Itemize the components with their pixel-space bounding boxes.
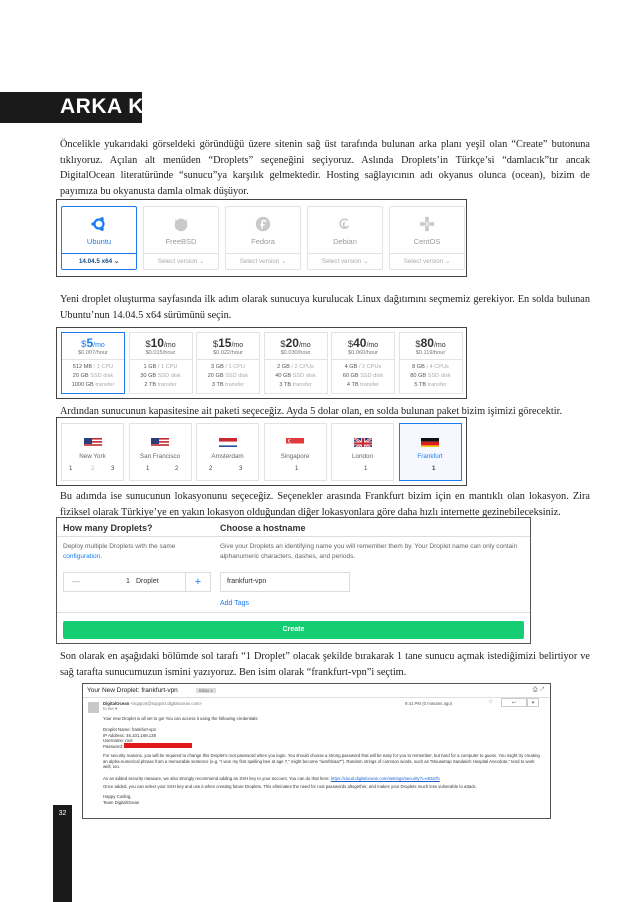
- spec-label: / 1 CPU: [157, 364, 178, 370]
- region-name: Frankfurt: [417, 453, 443, 460]
- spec-value: 20 GB: [207, 373, 224, 379]
- paragraph-1: Öncelikle yukarıdaki görseldeki göründüğü üzere sitenin sağ üst tarafında bulunan arka planı yeşil olan “Create” butonuna tıklıyoruz. Açılan alt menüden “Droplets” seçeneğini seçiyoruz. Aslında Droplets’in Türkçe’si “damlacık”tır ancak DigitalOcean literatüründe “sunucu”ya karşılık gelmektedir. Hosting sağlayıcının adı okyanus olunca (ocean), bizim de payımıza bu okyanusta damla olmak düşüyor.: [60, 139, 590, 197]
- email-security-note: For security reasons, you will be required to change this Droplet’s root password when you login. You should choose a strong password that will be easy for you to remember, but hard for a computer to guess. You might try creating an alpha-numerical phrase from a memorable sentence (e.g. “I won my first spelling bee at age 7,” might become “iwmfsbaa7”). Random strings of common words, such as “Mousetrap Sandwich Hospital Anecdote,” tend to work well, too.: [103, 753, 540, 770]
- spec-value: 40 GB: [275, 373, 292, 379]
- region-name: Singapore: [280, 453, 310, 460]
- add-tags-link[interactable]: Add Tags: [220, 600, 250, 607]
- email-subject: Your New Droplet: frankfurt-vpn: [87, 687, 178, 694]
- hourly-price: $0.007/hour: [62, 350, 124, 360]
- size-price: [130, 336, 192, 350]
- email-username: Username: root: [103, 738, 133, 743]
- datacenter-option[interactable]: 1: [432, 466, 436, 472]
- distro-name: Ubuntu: [86, 237, 112, 246]
- region-card-frankfurt[interactable]: [399, 423, 462, 481]
- price-unit: /mo: [93, 342, 105, 349]
- distro-name: CentOS: [413, 237, 441, 246]
- spec-label: SSD disk: [157, 373, 181, 379]
- spec-label: / 1 CPU: [225, 364, 245, 370]
- datacenter-option[interactable]: 1: [364, 466, 368, 472]
- spec-label: / 2 CPUs: [291, 364, 314, 370]
- hourly-price: $0.119/hour: [400, 350, 462, 360]
- email-to[interactable]: to me ▾: [103, 706, 118, 711]
- sg-flag-icon: [286, 436, 304, 447]
- region-name: San Francisco: [139, 453, 181, 460]
- price-unit: /mo: [366, 342, 379, 349]
- droplet-count: 1: [126, 578, 130, 585]
- size-card[interactable]: [399, 332, 463, 394]
- region-card-san-francisco[interactable]: [129, 423, 192, 481]
- section-title: ARKA KAPI: [60, 95, 181, 118]
- size-price: [265, 336, 327, 350]
- price-unit: /mo: [163, 342, 176, 349]
- spec-label: transfer: [292, 382, 312, 388]
- spec-label: SSD disk: [225, 373, 249, 379]
- price-unit: /mo: [231, 342, 244, 349]
- decrement-button[interactable]: —: [72, 577, 80, 586]
- centos-icon: [418, 215, 436, 233]
- price-value: 80: [420, 336, 434, 350]
- spec-label: / 4 CPUs: [426, 364, 449, 370]
- de-flag-icon: [421, 436, 439, 447]
- spec-value: 4 TB: [346, 382, 359, 388]
- email-ip: IP Address: 46.101.169.138: [103, 732, 156, 738]
- spec-value: 8 GB: [412, 364, 425, 370]
- version-select[interactable]: [226, 253, 300, 269]
- inbox-tag[interactable]: Inbox x: [196, 688, 216, 693]
- spec-label: SSD disk: [292, 373, 316, 379]
- us-flag-icon: [84, 436, 102, 447]
- size-specs: [62, 363, 124, 390]
- paragraph-2: Yeni droplet oluşturma sayfasında ilk adım olarak sunucuya kurulucak Linux dağıtımını seçmemiz gerekiyor. En solda bulunan Ubuntu’nun 14.04.5 x64 sürümünü seçin.: [60, 294, 590, 321]
- create-button[interactable]: Create: [63, 621, 524, 639]
- ssh-settings-link[interactable]: https://cloud.digitalocean.com/settings/security?i=e53a7b: [330, 776, 440, 781]
- spec-label: transfer: [157, 382, 177, 388]
- datacenter-option[interactable]: 3: [239, 466, 243, 472]
- datacenter-option[interactable]: 1: [146, 466, 150, 472]
- spec-label: / 1 CPU: [93, 364, 114, 370]
- spec-label: SSD disk: [360, 373, 384, 379]
- avatar: [88, 702, 99, 713]
- datacenter-option[interactable]: 2: [175, 466, 179, 472]
- region-card-london[interactable]: [331, 423, 394, 481]
- size-card[interactable]: [331, 332, 395, 394]
- region-name: Amsterdam: [211, 453, 244, 460]
- datacenter-option[interactable]: 2: [91, 466, 95, 472]
- size-price: [197, 336, 259, 350]
- size-specs: [130, 363, 192, 390]
- how-many-desc: Deploy multiple Droplets with the same configuration.: [63, 543, 176, 560]
- email-screenshot: [82, 683, 551, 819]
- email-signoff: Happy Coding,: [103, 794, 132, 799]
- currency-symbol: $: [212, 339, 219, 350]
- more-options-button[interactable]: ▾: [527, 698, 539, 707]
- hostname-desc: Give your Droplets an identifying name you will remember them by. Your Droplet name can only contain alphanumeric characters, dashes, and periods.: [220, 543, 518, 560]
- datacenter-option[interactable]: 3: [111, 466, 115, 472]
- email-time: 9:41 PM (0 minutes ago): [405, 701, 453, 706]
- uk-flag-icon: [354, 436, 372, 447]
- currency-symbol: $: [415, 339, 421, 350]
- region-card-amsterdam[interactable]: [196, 423, 259, 481]
- region-selector-screenshot: [56, 417, 467, 486]
- distro-card-centos[interactable]: [389, 206, 465, 270]
- size-specs: [265, 363, 327, 390]
- spec-label: SSD disk: [427, 373, 451, 379]
- create-panel-screenshot: [56, 517, 531, 644]
- spec-value: 80 GB: [410, 373, 427, 379]
- page-number: 32: [58, 810, 67, 817]
- distro-name: FreeBSD: [165, 237, 197, 246]
- hostname-title: Choose a hostname: [220, 523, 306, 533]
- paragraph-3: Ardından sunucunun kapasitesine ait paketi seçeceğiz. Ayda 5 dolar olan, en solda bulunan paket bizim işimizi görecektir.: [60, 406, 563, 417]
- spec-value: 3 TB: [211, 382, 224, 388]
- email-body-line1: Your new Droplet is all set to go! You can access it using the following credentials:: [103, 716, 259, 721]
- version-label: Select version: [403, 258, 444, 265]
- spec-value: 512 MB: [72, 364, 93, 370]
- star-icon[interactable]: ☆: [488, 699, 494, 705]
- fedora-icon: [254, 215, 272, 233]
- spec-value: 3 TB: [279, 382, 292, 388]
- version-select[interactable]: [144, 253, 218, 269]
- spec-label: transfer: [360, 382, 380, 388]
- version-select[interactable]: [62, 253, 136, 269]
- datacenter-option[interactable]: 2: [209, 466, 213, 472]
- password-redaction: [124, 743, 192, 748]
- us-flag-icon: [151, 436, 169, 447]
- price-unit: /mo: [298, 342, 311, 349]
- size-price: [332, 336, 394, 350]
- spec-value: 2 GB: [277, 364, 290, 370]
- paragraph-5: Son olarak en aşağıdaki bölümde sol tarafı “1 Droplet” olacak şekilde bırakarak 1 tane sunucu açmak istediğimizi belirtiyor ve sağ tarafta sunucumuzun ismini yazıyoruz. Ben isim olarak “frankfurt-vpn”i seçtim.: [60, 651, 590, 678]
- spec-value: 1 GB: [143, 364, 157, 370]
- currency-symbol: $: [145, 339, 151, 350]
- distro-card-ubuntu[interactable]: [61, 206, 137, 270]
- region-name: London: [351, 453, 373, 460]
- spec-label: SSD disk: [90, 373, 114, 379]
- version-label: 14.04.5 x64: [78, 258, 113, 265]
- chevron-down-icon: ⌄: [112, 258, 120, 265]
- spec-value: 20 GB: [72, 373, 89, 379]
- size-card[interactable]: [264, 332, 328, 394]
- sender-address: <support@support.digitalocean.com>: [130, 701, 202, 706]
- region-card-singapore[interactable]: [264, 423, 327, 481]
- increment-button[interactable]: +: [185, 573, 210, 591]
- price-unit: /mo: [433, 342, 446, 349]
- spec-label: transfer: [95, 382, 115, 388]
- reply-button[interactable]: ↩: [501, 698, 527, 707]
- size-price: [62, 336, 124, 350]
- distro-name: Debian: [333, 237, 357, 246]
- sender-name: DigitalOcean: [103, 701, 130, 706]
- distro-selector-screenshot: [56, 199, 467, 277]
- size-price: [400, 336, 462, 350]
- version-label: Select version: [321, 258, 362, 265]
- chevron-down-icon: ⌄: [443, 258, 451, 265]
- email-ssh-followup: Once added, you can select your SSH key and use it when creating future Droplets. This eliminates the need for root passwords altogether, and makes your Droplets much less vulnerable to attack.: [103, 784, 477, 789]
- region-card-new-york[interactable]: [61, 423, 124, 481]
- spec-value: 1000 GB: [71, 382, 94, 388]
- paragraph-4: Bu adımda ise sunucunun lokasyonunu seçeceğiz. Seçenekler arasında Frankfurt bizim için en mantıklı olan lokasyon. Zira fiziksel olarak Türkiye’ye en yakın lokasyon olduğundan diğer lokasyonlara göre daha hızlı internette gezinebileceksiniz.: [60, 491, 590, 518]
- distro-card-debian[interactable]: [307, 206, 383, 270]
- hostname-input[interactable]: [220, 572, 350, 592]
- spec-label: transfer: [225, 382, 245, 388]
- spec-label: / 2 CPUs: [358, 364, 382, 370]
- email-signature: Team DigitalOcean: [103, 799, 140, 805]
- hourly-price: $0.060/hour: [332, 350, 394, 360]
- size-specs: [400, 363, 462, 390]
- size-specs: [332, 363, 394, 390]
- region-name: New York: [79, 453, 106, 460]
- print-icon[interactable]: ⎙ ↗: [532, 687, 544, 693]
- currency-symbol: $: [347, 339, 354, 350]
- hourly-price: $0.022/hour: [197, 350, 259, 360]
- price-value: 15: [218, 336, 232, 350]
- spec-value: 5 TB: [414, 382, 427, 388]
- price-value: 20: [285, 336, 299, 350]
- spec-value: 4 GB: [344, 364, 358, 370]
- currency-symbol: $: [280, 339, 286, 350]
- chevron-down-icon: ⌄: [197, 258, 205, 265]
- distro-name: Fedora: [251, 237, 275, 246]
- size-card[interactable]: [196, 332, 260, 394]
- size-card[interactable]: [129, 332, 193, 394]
- hostname-value: frankfurt-vpn: [227, 578, 267, 585]
- spec-value: 30 GB: [140, 373, 157, 379]
- configuration-link[interactable]: configuration: [63, 553, 101, 560]
- droplet-count-label: Droplet: [136, 578, 159, 585]
- datacenter-option[interactable]: 1: [69, 466, 73, 472]
- size-selector-screenshot: [56, 327, 467, 399]
- size-card[interactable]: [61, 332, 125, 394]
- spec-label: transfer: [427, 382, 447, 388]
- droplet-count-stepper[interactable]: [63, 572, 211, 592]
- version-select[interactable]: [308, 253, 382, 269]
- distro-card-freebsd[interactable]: [143, 206, 219, 270]
- email-ssh-note: As an added security measure, we also strongly recommend adding an SSH key to your account. You can do that here: https://cloud.digitalocean.com/settings/security?i=e53a7b: [103, 776, 440, 781]
- hourly-price: $0.015/hour: [130, 350, 192, 360]
- price-value: 10: [150, 336, 164, 350]
- spec-value: 3 GB: [211, 364, 224, 370]
- email-droplet-name: Droplet Name: frankfurt-vpn: [103, 727, 157, 732]
- nl-flag-icon: [219, 436, 237, 447]
- how-many-title: How many Droplets?: [63, 523, 153, 533]
- freebsd-icon: [172, 215, 190, 233]
- hourly-price: $0.030/hour: [265, 350, 327, 360]
- chevron-down-icon: ⌄: [279, 258, 287, 265]
- version-select[interactable]: [390, 253, 464, 269]
- datacenter-option[interactable]: 1: [295, 466, 299, 472]
- size-specs: [197, 363, 259, 390]
- spec-value: 2 TB: [144, 382, 157, 388]
- page-number-bar: [53, 805, 72, 902]
- price-value: 5: [86, 336, 94, 350]
- email-password: Password:: [103, 743, 124, 749]
- price-value: 40: [353, 336, 367, 350]
- version-label: Select version: [157, 258, 198, 265]
- ubuntu-icon: [90, 215, 108, 233]
- debian-icon: [336, 215, 354, 233]
- version-label: Select version: [239, 258, 280, 265]
- chevron-down-icon: ⌄: [361, 258, 369, 265]
- distro-card-fedora[interactable]: [225, 206, 301, 270]
- spec-value: 60 GB: [342, 373, 359, 379]
- currency-symbol: $: [81, 339, 87, 350]
